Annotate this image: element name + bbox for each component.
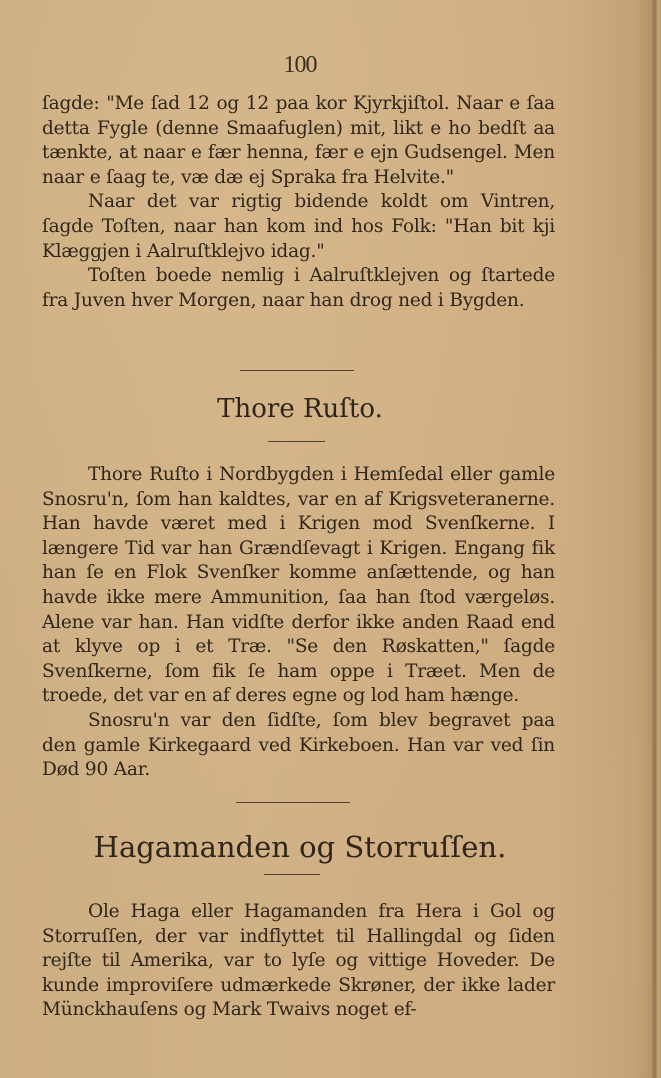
paragraph: ſagde: "Me ſad 12 og 12 paa kor Kjyrkjiſtol. Naar e ſaa detta Fygle (denne Smaafuglen) mit, likt e ho bedſt aa tænkte, at naar e fær henna, fær e ejn Gudsengel. Men naar e ſaag te, væ dæ ej Spraka fra Helvite." (42, 93, 555, 188)
paragraph: Snosru'n var den ſidſte, ſom blev begravet paa den gamle Kirkegaard ved Kirkeboen. Han var ved ſin Død 90 Aar. (42, 709, 555, 781)
page-number: 100 (283, 52, 317, 78)
section-title-thore-rusto: Thore Ruſto. (217, 394, 383, 424)
section-title-hagamanden: Hagamanden og Storruſſen. (93, 830, 507, 864)
hagamanden-text (42, 900, 555, 1023)
section-divider-top (236, 802, 350, 803)
thore-rusto-text (42, 463, 555, 783)
page-spine-edge (651, 0, 661, 1078)
section-divider-bottom (264, 874, 320, 875)
paragraph: Ole Haga eller Hagamanden fra Hera i Gol og Storruſſen, der var indflyttet til Hallingdal og ſiden rejſte til Amerika, var to lyſe og vittige Hoveder. De kunde improviſere udmærkede Skrøner, der ikke lader Münckhauſens og Mark Twaivs noget ef- (42, 901, 555, 1021)
paragraph: Naar det var rigtig bidende koldt om Vintren, ſagde Toſten, naar han kom ind hos Folk: "Han bit kji Klæggjen i Aalruſtklejvo idag." (42, 191, 555, 262)
continuation-text (42, 92, 555, 313)
section-divider-bottom (268, 441, 325, 442)
section-divider-top (240, 370, 354, 371)
paragraph: Toſten boede nemlig i Aalruſtklejven og ſtartede fra Juven hver Morgen, naar han drog ned i Bygden. (42, 265, 555, 311)
paragraph: Thore Ruſto i Nordbygden i Hemſedal eller gamle Snosru'n, ſom han kaldtes, var en af Krigsveteranerne. Han havde været med i Krigen mod Svenſkerne. I længere Tid var han Grændſevagt i Krigen. Engang fik han ſe en Flok Svenſker komme anſættende, og han havde ikke mere Ammunition, ſaa han ſtod værgeløs. Alene var han. Han vidſte derfor ikke anden Raad end at klyve op i et Træ. "Se den Røskatten," ſagde Svenſkerne, ſom fik ſe ham oppe i Træet. Men de troede, det var en af deres egne og lod ham hænge. (42, 464, 555, 707)
